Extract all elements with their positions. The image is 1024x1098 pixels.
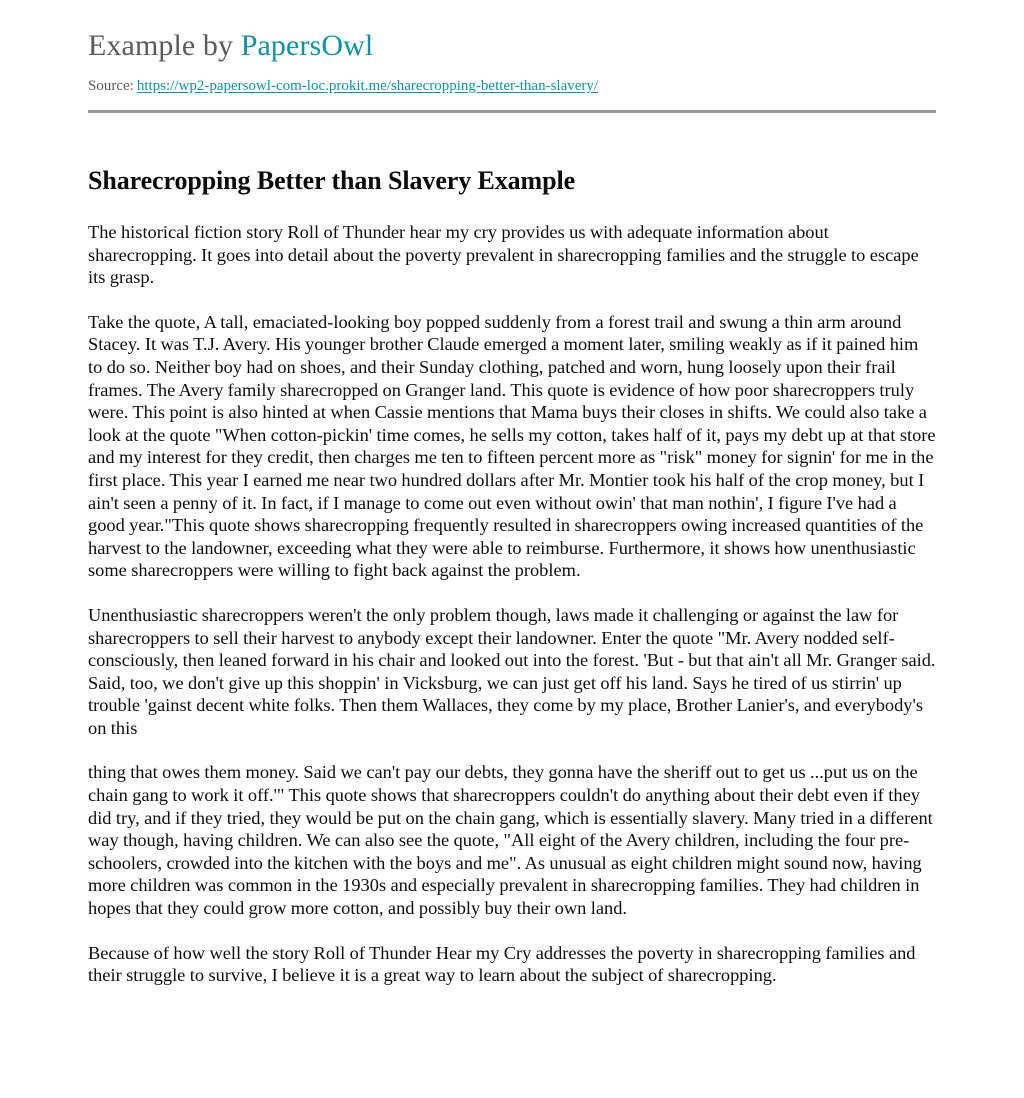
article-body <box>88 221 936 987</box>
brand-prefix-text: Example by <box>88 29 241 62</box>
source-url-link[interactable]: https://wp2-papersowl-com-loc.prokit.me/sharecropping-better-than-slavery/ <box>136 78 599 94</box>
article-paragraph: Because of how well the story Roll of Thunder Hear my Cry addresses the poverty in sharecropping families and their struggle to survive, I believe it is a great way to learn about the subject of sharecropping. <box>88 942 916 986</box>
article-paragraph: Unenthusiastic sharecroppers weren't the only problem though, laws made it challenging or against the law for sharecroppers to sell their harvest to anybody except their landowner. Enter the quote "Mr. Avery nodded self-consciously, then leaned forward in his chair and looked out into the forest. 'But - but that ain't all Mr. Granger said. Said, too, we don't give up this shoppin' in Vicksburg, we can just get off his land. Says he tired of us stirrin' up trouble 'gainst decent white folks. Then them Wallaces, they come by my place, Brother Lanier's, and everybody's on this <box>88 604 936 738</box>
article-paragraph: thing that owes them money. Said we can't pay our debts, they gonna have the sheriff out to get us ...put us on the chain gang to work it off.'" This quote shows that sharecroppers couldn't do anything about their debt even if they did try, and if they tried, they would be put on the chain gang, which is essentially slavery. Many tried in a different way though, having children. We can also see the quote, "All eight of the Avery children, including the four pre-schoolers, crowded into the kitchen with the boys and me". As unusual as eight children might sound now, having more children was common in the 1930s and especially prevalent in sharecropping families. They had children in hopes that they could grow more cotton, and possibly buy their own land. <box>88 762 933 919</box>
article <box>88 121 936 987</box>
header-divider <box>88 110 936 113</box>
document-header <box>88 0 936 113</box>
article-paragraph: Take the quote, A tall, emaciated-looking boy popped suddenly from a forest trail and swung a thin arm around Stacey. It was T.J. Avery. His younger brother Claude emerged a moment later, smiling weakly as if it pained him to do so. Neither boy had on shoes, and their Sunday clothing, patched and worn, hung loosely upon their frail frames. The Avery family sharecropped on Granger land. This quote is evidence of how poor sharecroppers truly were. This point is also hinted at when Cassie mentions that Mama buys their closes in shifts. We could also take a look at the quote "When cotton-pickin' time comes, he sells my cotton, takes half of it, pays my debt up at that store and my interest for they credit, then charges me ten to fifteen percent more as "risk" money for signin' for me in the first place. This year I earned me near two hundred dollars after Mr. Montier took his half of the crop money, but I ain't seen a penny of it. In fact, if I manage to come out even without owin' that man nothin', I figure I've had a good year."This quote shows sharecropping frequently resulted in sharecroppers owing increased quantities of the harvest to the landowner, exceeding what they were able to reimburse. Furthermore, it shows how unenthusiastic some sharecroppers were willing to fight back against the problem. <box>88 311 936 581</box>
brand-name-text: PapersOwl <box>240 29 374 62</box>
brand-heading <box>88 26 936 66</box>
source-label: Source: <box>88 78 134 94</box>
source-line <box>88 76 936 96</box>
article-paragraph: The historical fiction story Roll of Thunder hear my cry provides us with adequate information about sharecropping. It goes into detail about the poverty prevalent in sharecropping families and the struggle to escape its grasp. <box>88 222 919 288</box>
page-title: Sharecropping Better than Slavery Example <box>88 166 576 195</box>
